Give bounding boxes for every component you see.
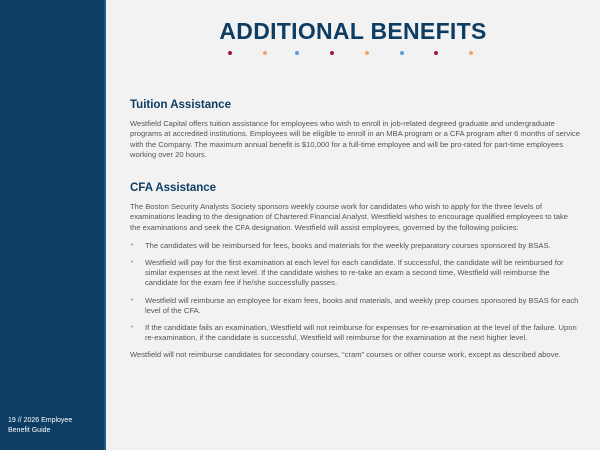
dot-icon — [400, 51, 404, 55]
content-body — [130, 100, 580, 361]
main-content — [106, 0, 600, 450]
section-cfa-assistance — [130, 183, 580, 361]
dot-icon — [263, 51, 267, 55]
dot-icon — [365, 51, 369, 55]
section-paragraph: Westfield Capital offers tuition assistance for employees who wish to enroll in job-related degreed graduate and undergraduate programs at accredited institutions. Employees will be eligible to enroll in an MBA program or a CFA program after 6 months of service with the Company. The maximum annual benefit is $10,000 for a full-time employee and will be pro-rated for part-time employees working over 20 hours. — [130, 119, 580, 159]
list-item: • If the candidate fails an examination, Westfield will not reimburse for expenses for re-examination at the level of the failure. Upon re-examination, if the candidate is successful, Westfield will reimburse for the examination at the next higher level. — [131, 323, 577, 343]
section-heading: Tuition Assistance — [130, 99, 231, 111]
dot-icon — [295, 51, 299, 55]
dot-icon — [434, 51, 438, 55]
dot-icon — [469, 51, 473, 55]
policy-list — [130, 241, 580, 344]
section-tuition-assistance — [130, 100, 580, 160]
list-item: • Westfield will pay for the first examination at each level for each candidate. If successful, the candidate will be reimbursed for similar expenses at the next level. If the candidate wishes to re-take an exam a second time, Westfield will reimburse the candidate for the exam fee if he/she successfully passes. — [131, 258, 564, 288]
section-heading: CFA Assistance — [130, 182, 217, 195]
footer-guide-title: Benefit Guide — [8, 427, 51, 434]
page-title: ADDITIONAL BENEFITS — [219, 18, 487, 44]
bullet-icon: • — [131, 296, 134, 304]
sidebar-panel — [0, 0, 106, 450]
closing-paragraph: Westfield will not reimburse candidates for secondary courses, “cram” courses or other course work, except as described above. — [130, 350, 561, 360]
decorative-dots — [106, 51, 600, 57]
dot-icon — [330, 51, 334, 55]
bullet-icon: • — [131, 324, 134, 332]
bullet-icon: • — [131, 259, 134, 267]
list-item: • Westfield will reimburse an employee for exam fees, books and materials, and weekly prep courses sponsored by BSAS for each level of the CFA. — [131, 295, 579, 315]
list-item: • The candidates will be reimbursed for fees, books and materials for the weekly preparatory courses sponsored by BSAS. — [131, 240, 551, 250]
dot-icon — [228, 51, 232, 55]
footer-page-number: 19 // 2026 Employee — [8, 417, 73, 424]
page-footer — [8, 416, 98, 436]
bullet-icon: • — [131, 241, 134, 249]
section-paragraph: The Boston Security Analysts Society sponsors weekly course work for candidates who wish to apply for the three levels of examinations leading to the designation of Chartered Financial Analyst. Westfield wishes to encourage qualified employees to take the examinations and seek the CFA designation. Westfield will assist employees, governed by the following policies: — [130, 202, 569, 232]
